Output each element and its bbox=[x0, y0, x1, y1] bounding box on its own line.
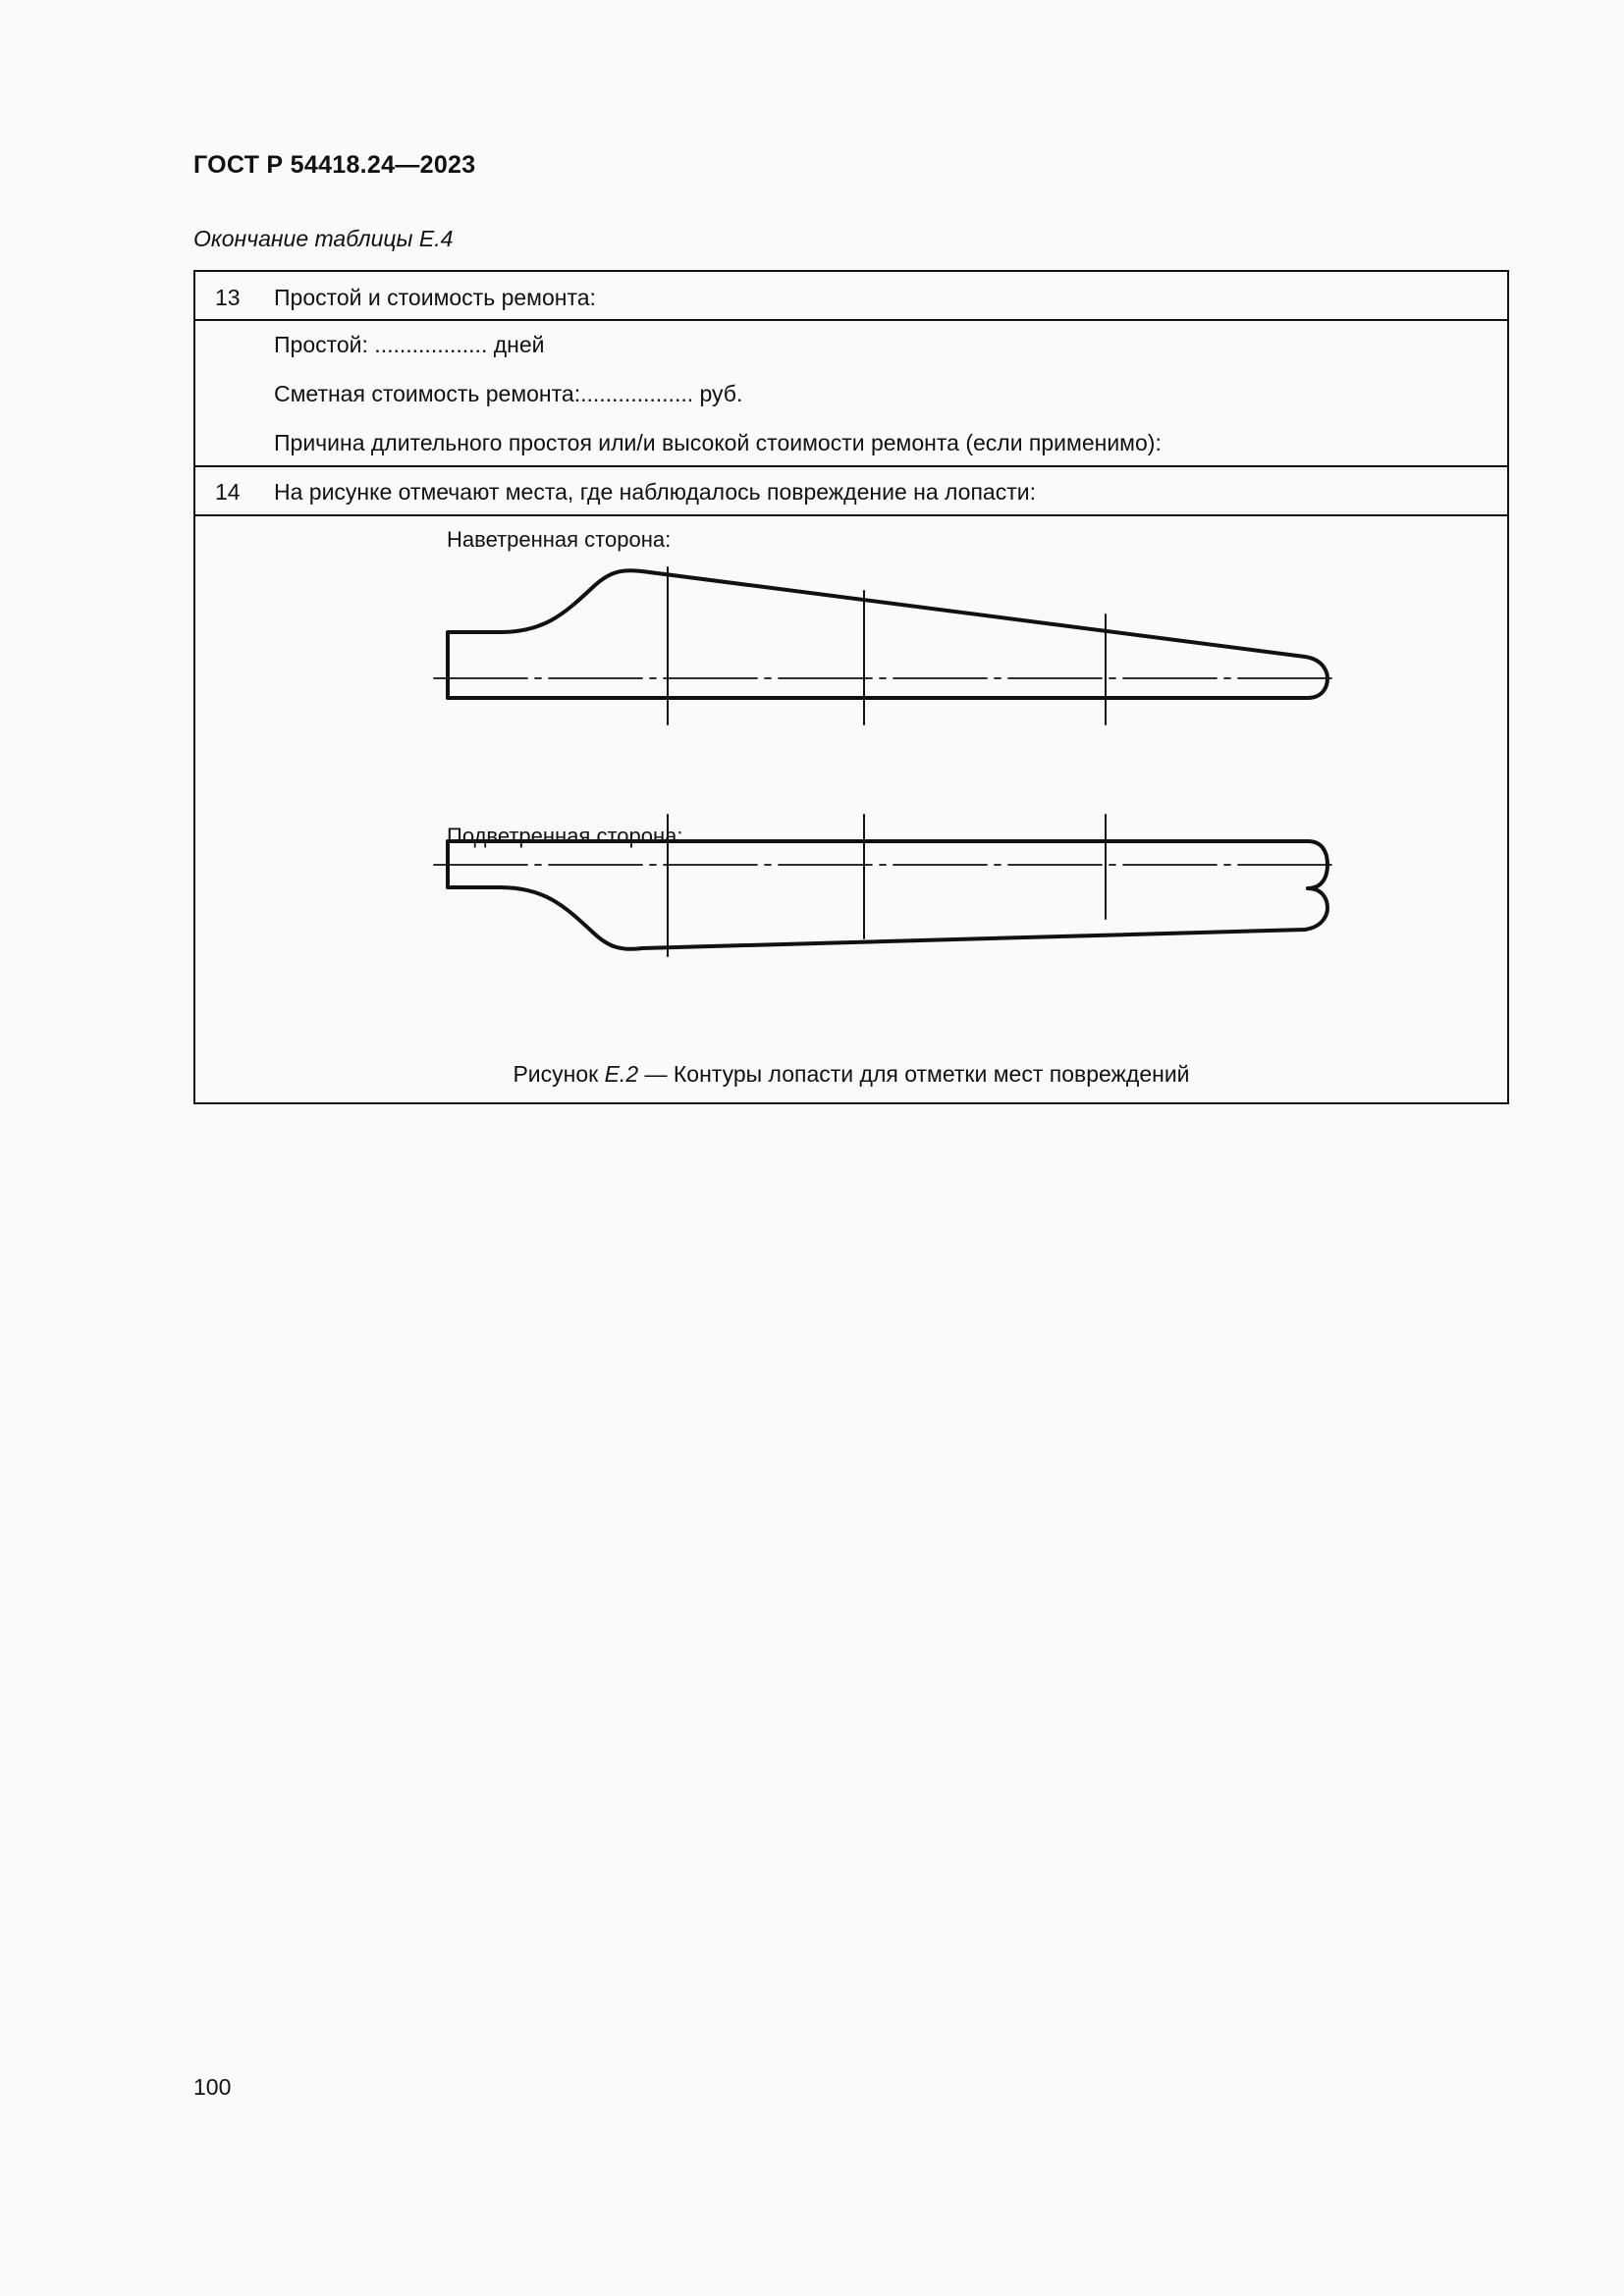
page-number: 100 bbox=[193, 2074, 232, 2100]
table-row-14-header bbox=[195, 467, 1507, 516]
table-caption: Окончание таблицы Е.4 bbox=[193, 226, 454, 251]
repair-cost-field: Сметная стоимость ремонта:.................. руб. bbox=[274, 381, 743, 406]
figure-caption bbox=[195, 1061, 1507, 1088]
table-row-14-figure bbox=[195, 516, 1507, 1102]
row-title-13: Простой и стоимость ремонта: bbox=[274, 285, 596, 310]
table-row-13-body bbox=[195, 321, 1507, 467]
row-number-13: 13 bbox=[215, 285, 241, 310]
downtime-reason-field: Причина длительного простоя или/и высокой стоимости ремонта (если применимо): bbox=[274, 430, 1162, 455]
figure-caption-number: Е.2 bbox=[604, 1061, 639, 1087]
row-title-14: На рисунке отмечают места, где наблюдалось повреждение на лопасти: bbox=[274, 479, 1036, 505]
table-row-13-header bbox=[195, 272, 1507, 321]
windward-side-label: Наветренная сторона: bbox=[447, 527, 672, 552]
document-code: ГОСТ Р 54418.24—2023 bbox=[193, 151, 476, 179]
form-table bbox=[193, 270, 1509, 1104]
figure-caption-text: — Контуры лопасти для отметки мест повреждений bbox=[638, 1061, 1190, 1087]
blade-outline-figure bbox=[195, 516, 1507, 1102]
downtime-field: Простой: .................. дней bbox=[274, 332, 545, 357]
leeward-side-label: Подветренная сторона: bbox=[447, 824, 683, 848]
figure-caption-prefix: Рисунок bbox=[513, 1061, 605, 1087]
leeward-blade-outline bbox=[448, 887, 1327, 949]
row-number-14: 14 bbox=[215, 479, 241, 505]
